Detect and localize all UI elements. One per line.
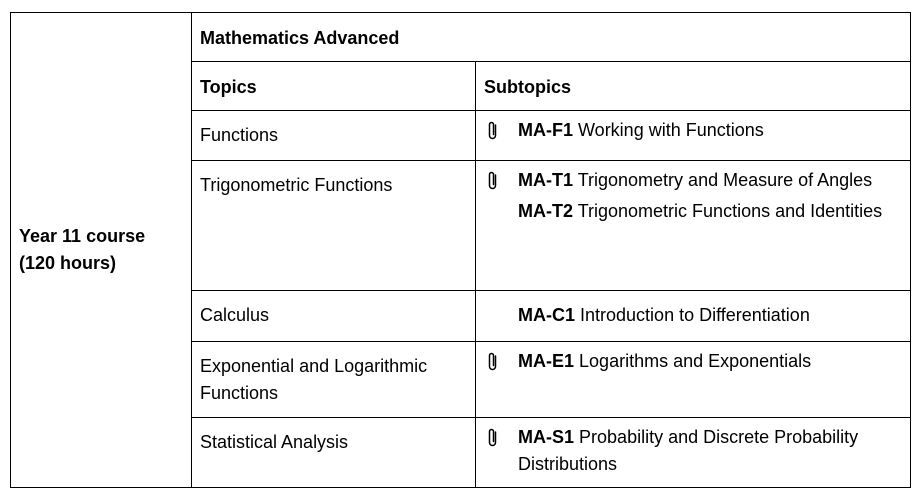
topic-cell: Statistical Analysis [192,418,476,488]
topic-cell: Trigonometric Functions [192,161,476,291]
subtopics-header: Subtopics [476,62,911,111]
subtopic-code: MA-S1 [518,427,575,447]
table-title-row [11,13,911,62]
subtopic-cell [476,418,911,488]
subtopic-title: Working with Functions [578,120,764,140]
topic-cell: Calculus [192,291,476,342]
paperclip-icon[interactable] [486,348,508,375]
subtopic-entry [486,167,904,194]
subtopic-code: MA-T1 [518,170,573,190]
subtopic-code: MA-F1 [518,120,573,140]
subtopic-entry [486,117,904,144]
subtopic-cell [476,342,911,418]
subtopic-title: Probability and Discrete Probability Distributions [518,427,859,474]
subtopic-cell [476,111,911,161]
paperclip-icon[interactable] [486,117,508,144]
subtopic-title: Trigonometric Functions and Identities [577,201,883,221]
course-label-line1: Year 11 course [19,226,146,246]
subtopic-entry [486,198,904,225]
subtopic-entry [486,424,904,478]
subtopic-code: MA-C1 [518,305,575,325]
table-title: Mathematics Advanced [192,13,911,62]
subtopic-code: MA-E1 [518,351,575,371]
topic-cell: Functions [192,111,476,161]
subtopic-cell [476,161,911,291]
subtopic-title: Introduction to Differentiation [580,305,810,325]
subtopic-code: MA-T2 [518,201,573,221]
topics-header: Topics [192,62,476,111]
subtopic-entry [486,348,904,375]
subtopic-cell [476,291,911,342]
paperclip-icon[interactable] [486,167,508,194]
paperclip-icon[interactable] [486,424,508,451]
course-topics-table [10,12,911,488]
subtopic-title: Trigonometry and Measure of Angles [577,170,873,190]
course-label-line2: (120 hours) [19,253,117,273]
course-label-cell [11,13,192,488]
subtopic-title: Logarithms and Exponentials [579,351,812,371]
topic-cell: Exponential and Logarithmic Functions [192,342,476,418]
subtopic-entry [486,302,904,329]
